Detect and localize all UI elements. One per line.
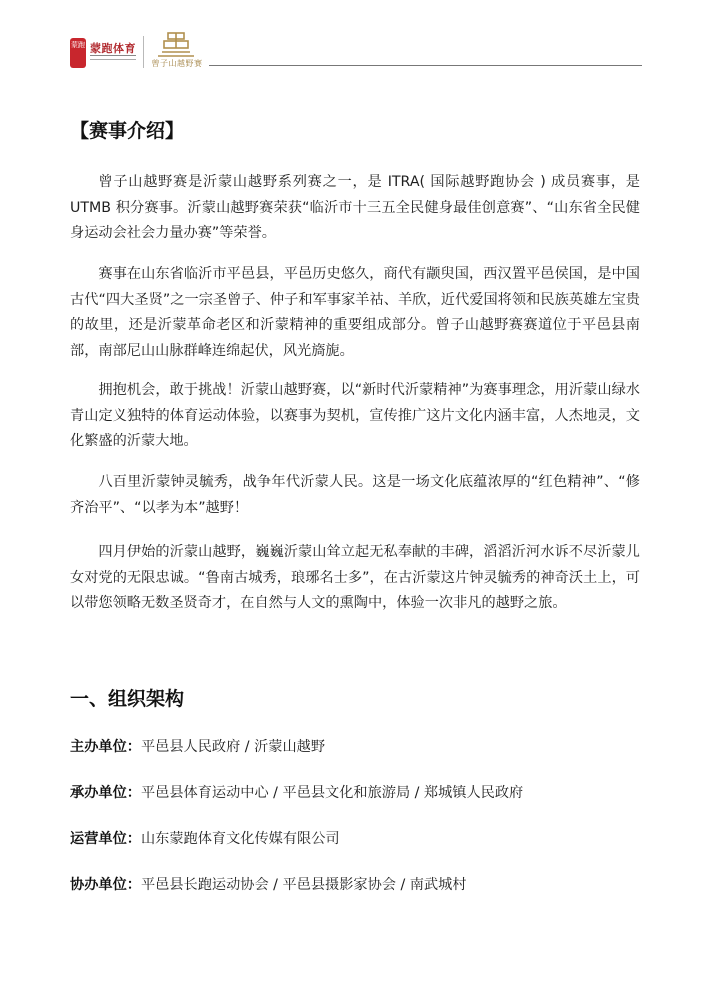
intro-paragraph-4: 八百里沂蒙钟灵毓秀，战争年代沂蒙人民。这是一场文化底蕴浓厚的“红色精神”、“修齐治平”、“以孝为本”越野！ — [70, 474, 640, 516]
logo-divider — [143, 36, 144, 68]
intro-title: 【赛事介绍】 — [70, 120, 185, 142]
mengpao-seal-logo — [70, 38, 86, 68]
intro-paragraph-1: 曾子山越野赛是沂蒙山越野系列赛之一，是 ITRA( 国际越野跑协会 ) 成员赛事，是 UTMB 积分赛事。沂蒙山越野赛荣获“临沂市十三五全民健身最佳创意赛”、“山东省全民健身运动会社会力量办赛”等荣誉。 — [70, 174, 640, 241]
org-value: 平邑县长跑运动协会 / 平邑县摄影家协会 / 南武城村 — [140, 877, 467, 893]
org-row-co-organizer — [70, 874, 467, 894]
org-row-organizer — [70, 782, 523, 802]
org-label: 承办单位： — [70, 785, 141, 801]
org-value: 平邑县体育运动中心 / 平邑县文化和旅游局 / 郑城镇人民政府 — [140, 785, 524, 801]
intro-paragraph-3: 拥抱机会，敢于挑战！沂蒙山越野赛，以“新时代沂蒙精神”为赛事理念，用沂蒙山绿水青山定义独特的体育运动体验，以赛事为契机，宣传推广这片文化内涵丰富，人杰地灵，文化繁盛的沂蒙大地。 — [70, 382, 640, 449]
org-label: 主办单位： — [70, 739, 141, 755]
brand-underline — [90, 55, 136, 60]
org-value: 山东蒙跑体育文化传媒有限公司 — [140, 831, 340, 847]
org-title: 一、组织架构 — [70, 688, 185, 710]
org-value: 平邑县人民政府 / 沂蒙山越野 — [140, 739, 326, 755]
intro-paragraph-5: 四月伊始的沂蒙山越野，巍巍沂蒙山耸立起无私奉献的丰碑，滔滔沂河水诉不尽沂蒙儿女对党的无限忠诚。“鲁南古城秀，琅琊名士多”，在古沂蒙这片钟灵毓秀的神奇沃土上，可以带您领略无数圣贤奇才，在自然与人文的熏陶中，体验一次非凡的越野之旅。 — [70, 544, 640, 611]
brand-name: 蒙跑体育 — [90, 42, 136, 55]
emblem-caption: 曾子山越野赛 — [151, 59, 203, 68]
org-row-host — [70, 736, 325, 756]
org-label: 协办单位： — [70, 877, 141, 893]
intro-paragraph-2: 赛事在山东省临沂市平邑县，平邑历史悠久，商代有颛臾国，西汉置平邑侯国，是中国古代“四大圣贤”之一宗圣曾子、仲子和军事家羊祜、羊欣，近代爱国将领和民族英雄左宝贵的故里，还是沂蒙革命老区和沂蒙精神的重要组成部分。曾子山越野赛赛道位于平邑县南部，南部尼山山脉群峰连绵起伏，风光旖旎。 — [70, 266, 640, 359]
page-header — [0, 0, 702, 80]
org-row-operator — [70, 828, 340, 848]
header-rule — [209, 65, 642, 66]
org-label: 运营单位： — [70, 831, 141, 847]
seal-text: 蒙跑 — [71, 41, 85, 49]
